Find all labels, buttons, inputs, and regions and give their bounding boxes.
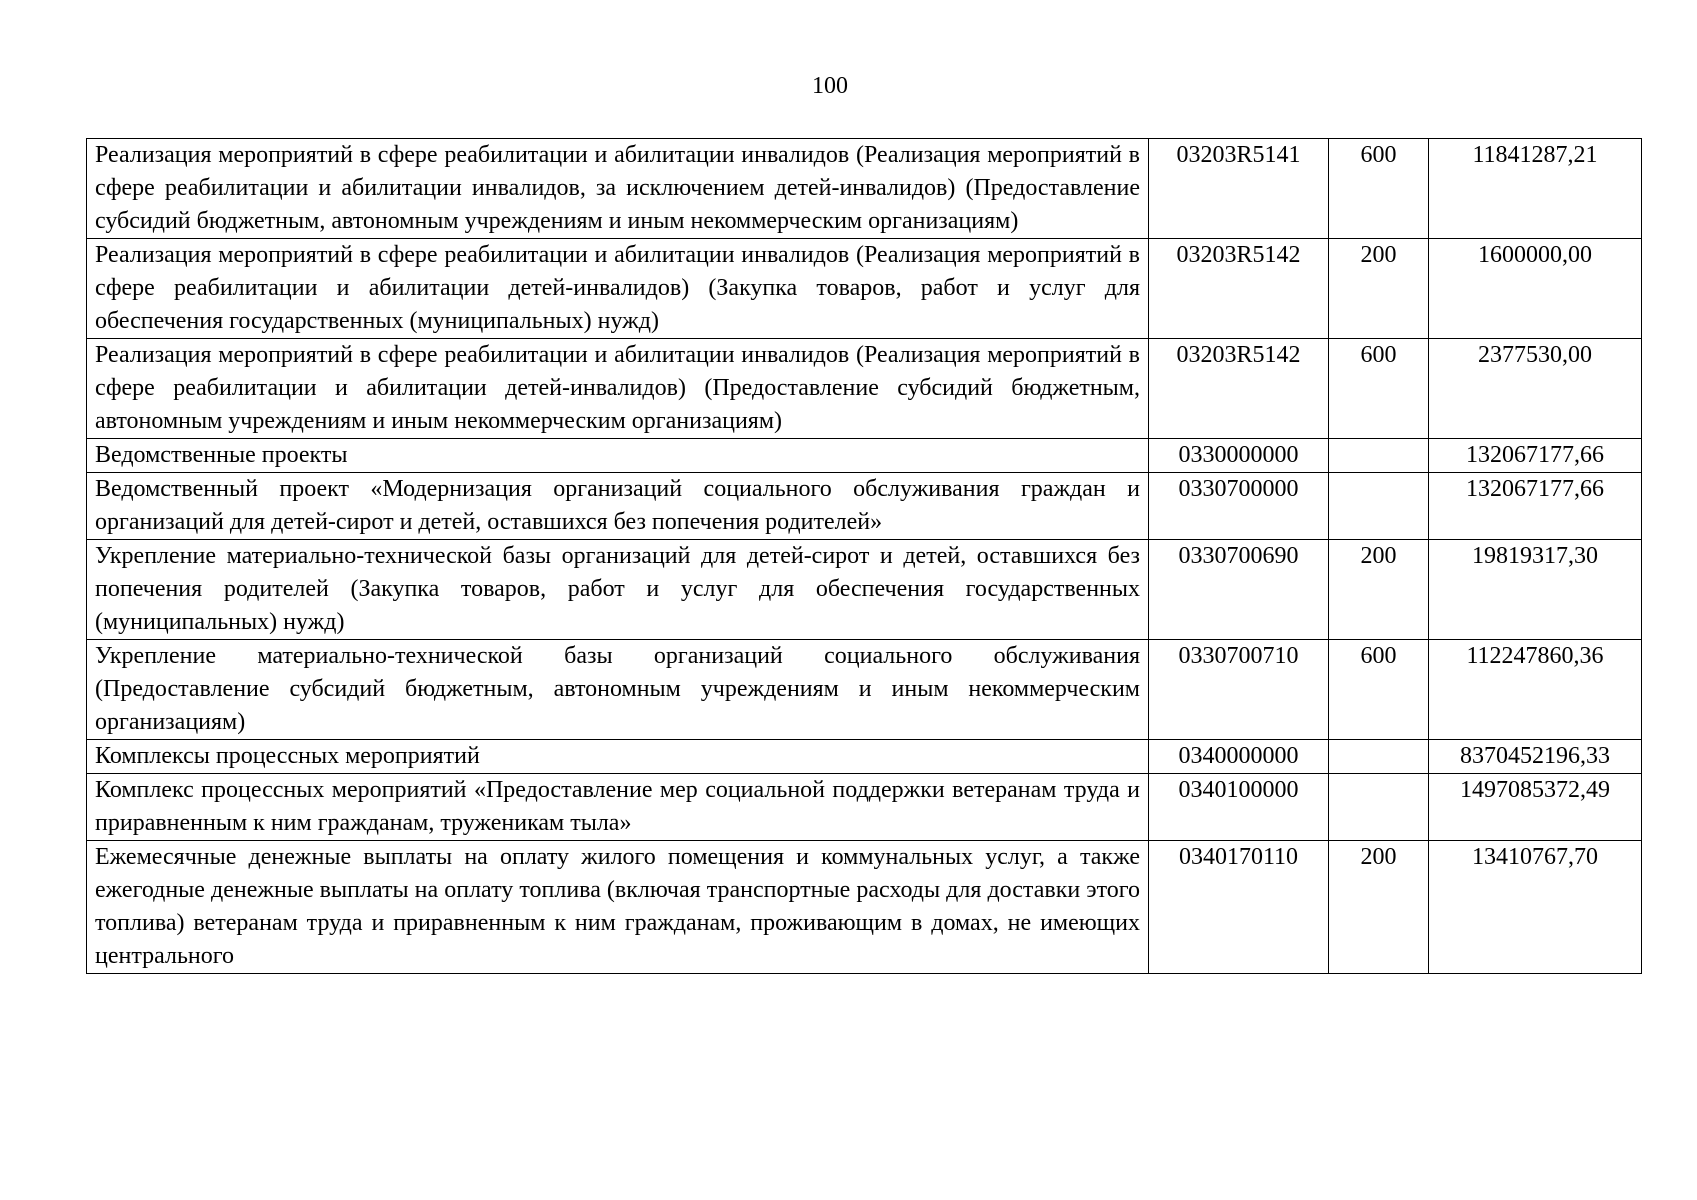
table-row: [87, 540, 1642, 640]
row-sum: 8370452196,33: [1429, 740, 1642, 774]
table-row: [87, 740, 1642, 774]
row-name: Ведомственные проекты: [87, 439, 1149, 473]
table-row: [87, 339, 1642, 439]
table-row: [87, 473, 1642, 540]
row-sum: 112247860,36: [1429, 640, 1642, 740]
row-expense-type: [1329, 774, 1429, 841]
row-code: 0340170110: [1149, 841, 1329, 974]
row-name: Укрепление материально-технической базы организаций для детей-сирот и детей, оставшихся без попечения родителей (Закупка товаров, работ и услуг для обеспечения государственных (муниципальных) нужд): [87, 540, 1149, 640]
row-name: Укрепление материально-технической базы организаций социального обслуживания (Предоставление субсидий бюджетным, автономным учреждениям и иным некоммерческим организациям): [87, 640, 1149, 740]
row-expense-type: [1329, 740, 1429, 774]
page-number: 100: [812, 73, 848, 99]
table-row: [87, 640, 1642, 740]
table-row: [87, 774, 1642, 841]
row-expense-type: [1329, 473, 1429, 540]
row-name: Комплексы процессных мероприятий: [87, 740, 1149, 774]
row-sum: 19819317,30: [1429, 540, 1642, 640]
table-row: [87, 239, 1642, 339]
row-name: Ежемесячные денежные выплаты на оплату жилого помещения и коммунальных услуг, а также ежегодные денежные выплаты на оплату топлива (включая транспортные расходы для доставки этого топлива) ветеранам труда и приравненным к ним гражданам, проживающим в домах, не имеющих центрального: [87, 841, 1149, 974]
row-sum: 2377530,00: [1429, 339, 1642, 439]
row-expense-type: 200: [1329, 540, 1429, 640]
row-expense-type: [1329, 439, 1429, 473]
row-name: Ведомственный проект «Модернизация организаций социального обслуживания граждан и организаций для детей-сирот и детей, оставшихся без попечения родителей»: [87, 473, 1149, 540]
row-expense-type: 200: [1329, 239, 1429, 339]
row-code: 03203R5141: [1149, 139, 1329, 239]
table-row: [87, 841, 1642, 974]
row-name: Реализация мероприятий в сфере реабилитации и абилитации инвалидов (Реализация мероприятий в сфере реабилитации и абилитации детей-инвалидов) (Закупка товаров, работ и услуг для обеспечения государственных (муниципальных) нужд): [87, 239, 1149, 339]
row-code: 0340100000: [1149, 774, 1329, 841]
row-name: Реализация мероприятий в сфере реабилитации и абилитации инвалидов (Реализация мероприятий в сфере реабилитации и абилитации детей-инвалидов) (Предоставление субсидий бюджетным, автономным учреждениям и иным некоммерческим организациям): [87, 339, 1149, 439]
row-name: Комплекс процессных мероприятий «Предоставление мер социальной поддержки ветеранам труда и приравненным к ним гражданам, труженикам тыла»: [87, 774, 1149, 841]
row-sum: 1600000,00: [1429, 239, 1642, 339]
row-sum: 11841287,21: [1429, 139, 1642, 239]
row-sum: 13410767,70: [1429, 841, 1642, 974]
row-code: 0330700000: [1149, 473, 1329, 540]
row-expense-type: 600: [1329, 339, 1429, 439]
table-row: [87, 139, 1642, 239]
row-name: Реализация мероприятий в сфере реабилитации и абилитации инвалидов (Реализация мероприятий в сфере реабилитации и абилитации инвалидов, за исключением детей-инвалидов) (Предоставление субсидий бюджетным, автономным учреждениям и иным некоммерческим организациям): [87, 139, 1149, 239]
row-sum: 132067177,66: [1429, 439, 1642, 473]
row-sum: 1497085372,49: [1429, 774, 1642, 841]
row-sum: 132067177,66: [1429, 473, 1642, 540]
budget-table: [86, 138, 1642, 974]
row-code: 0330700710: [1149, 640, 1329, 740]
row-expense-type: 600: [1329, 139, 1429, 239]
row-expense-type: 600: [1329, 640, 1429, 740]
row-code: 0330700690: [1149, 540, 1329, 640]
row-code: 0340000000: [1149, 740, 1329, 774]
row-code: 0330000000: [1149, 439, 1329, 473]
table-row: [87, 439, 1642, 473]
row-expense-type: 200: [1329, 841, 1429, 974]
row-code: 03203R5142: [1149, 339, 1329, 439]
row-code: 03203R5142: [1149, 239, 1329, 339]
